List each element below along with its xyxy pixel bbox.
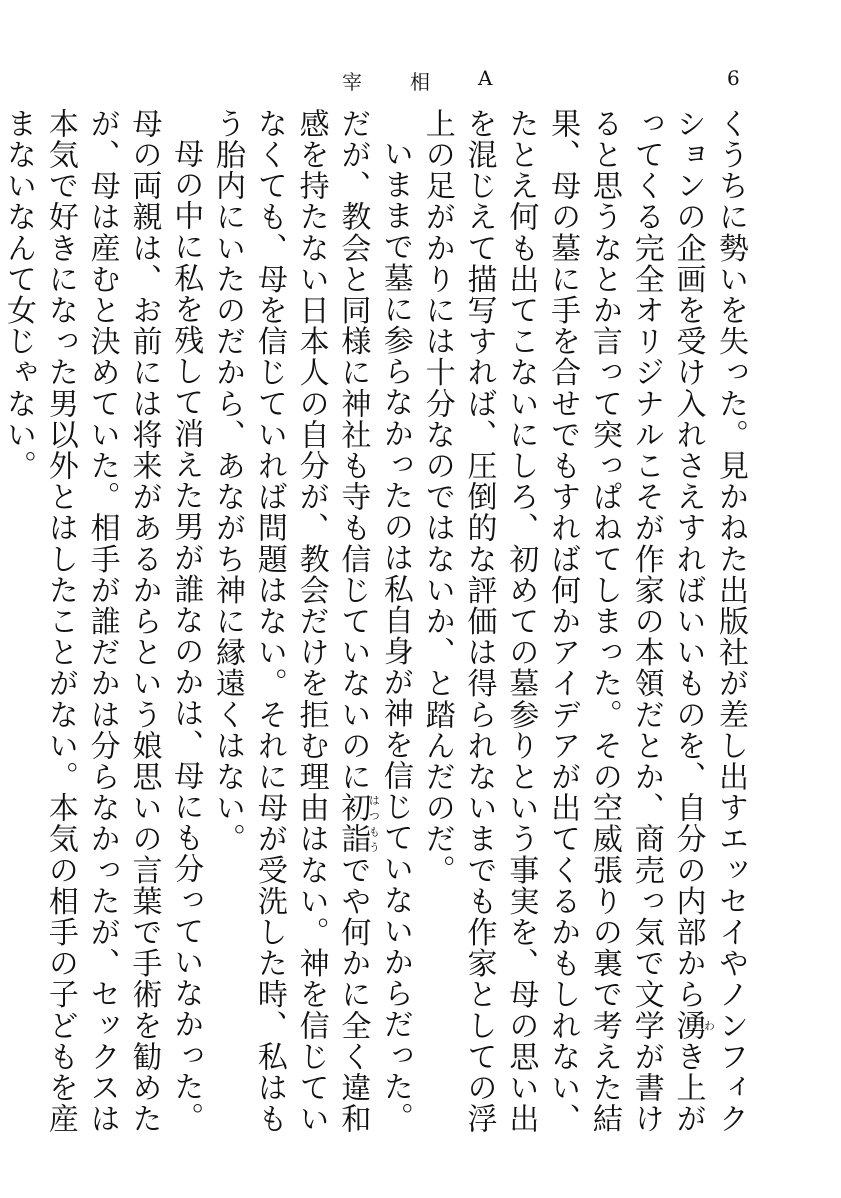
body-text <box>0 108 751 1163</box>
ruby-hatsumou-reading: はつもう <box>367 792 381 855</box>
title-char-3: A <box>478 66 493 90</box>
title-char-2: 相 <box>410 70 430 94</box>
paragraph-2-part-b: でや何かに全く違和感を持たない日本人の自分が、教会だけを拒む理由はない。神を信じていなくても、母を信じていれば問題はない。それに母が受洗した時、私はもう胎内にいたのだから、あながち神に縁遠くはない。 <box>210 108 371 1135</box>
page-number: 6 <box>727 66 740 90</box>
paragraph-1-part-b: き上がってくる完全オリジナルこそが作家の本領だとか、商売っ気で文学が書けると思うなとか言って突っぱねてしまった。その空威張りの裏で考えた結果、母の墓に手を合せでもすれば何かアイデアが出てくるかもしれない、たとえ何も出てこないにしろ、初めての墓参りという事実を、母の思い出を混じえて描写すれば、圧倒的な評価は得られないまでも作家としての浮上の足がかりには十分なのではないか、と踏んだのだ。 <box>419 108 706 1135</box>
title-char-1: 宰 <box>342 70 362 94</box>
ruby-hatsumou-base: 初詣 <box>335 792 371 855</box>
paragraph-1-part-a: くうちに勢いを失った。見かねた出版社が差し出すエッセイやノンフィクションの企画を受け入れさえすればいいものを、自分の内部から <box>670 108 748 1135</box>
paragraph-2-part-a: いままで墓に参らなかったのは私自身が神を信じていないからだった。だが、教会と同様に神社も寺も信じていないのに <box>335 108 413 1134</box>
ruby-waku-base: 湧 <box>670 1009 706 1042</box>
paragraph-1 <box>416 108 751 1163</box>
ruby-waku-reading: わ <box>702 1009 716 1041</box>
ruby-hatsumou <box>335 792 381 855</box>
paragraph-2 <box>206 108 416 1163</box>
paragraph-3: 母の中に私を残して消えた男が誰なのかは、母にも分っていなかった。母の両親は、お前には将来があるからという娘思いの言葉で手術を勧めたが、母は産むと決めていた。相手が誰だかは分らなかったが、セックスは本気で好きになった男以外とはしたことがない。本気の相手の子どもを産まないなんて女じゃない。 <box>1 108 204 1135</box>
ruby-waku <box>670 1009 716 1042</box>
